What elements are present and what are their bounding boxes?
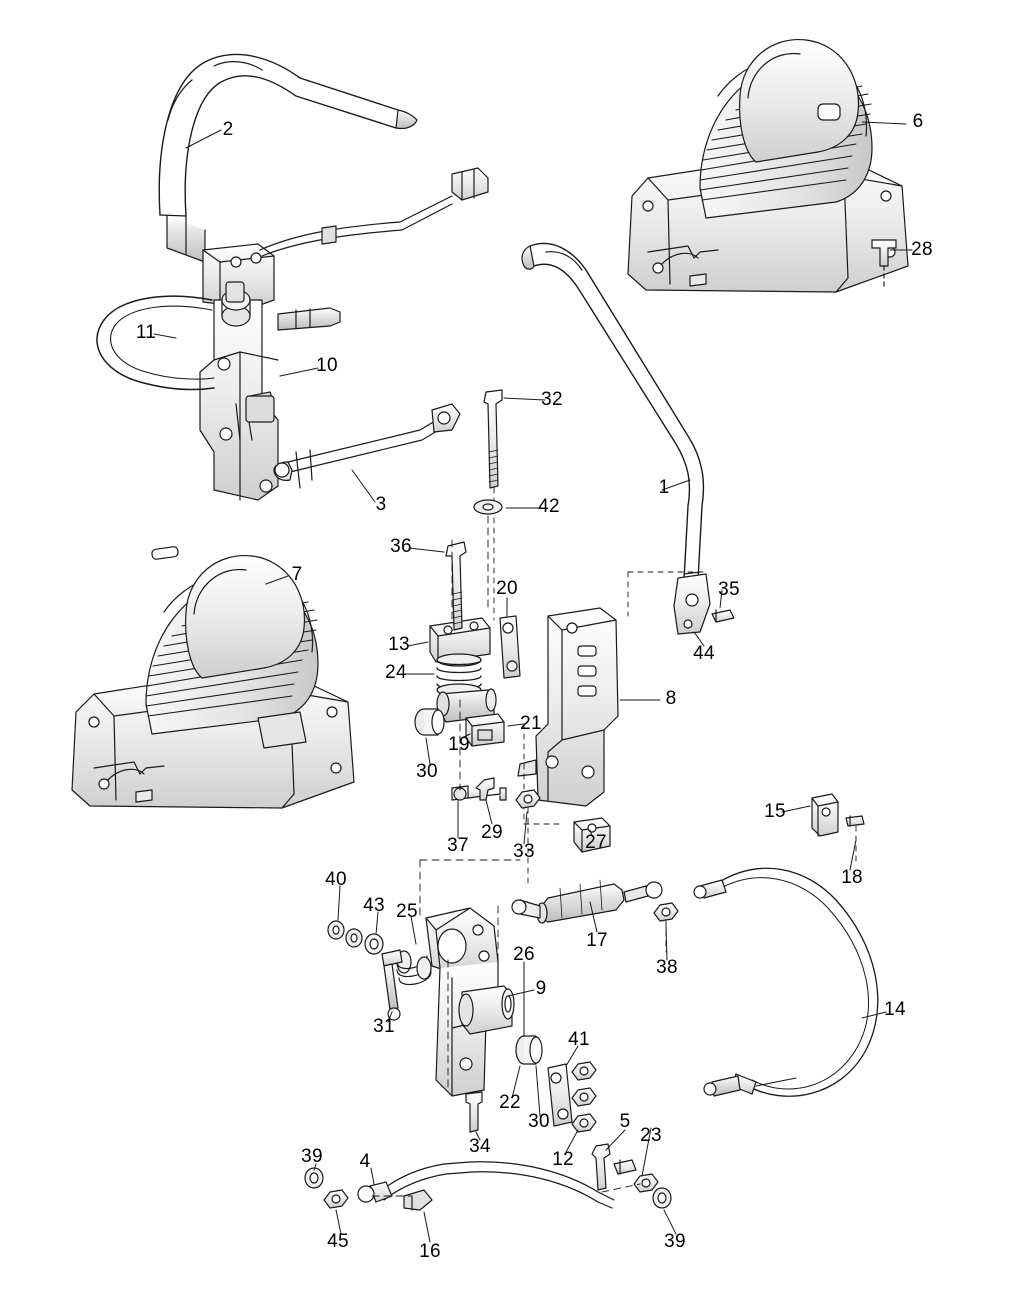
part-40-43-washers (328, 921, 383, 954)
part-3-rod (274, 404, 460, 488)
callout-33: 33 (513, 841, 535, 862)
callout-5: 5 (619, 1111, 631, 1132)
callout-28: 28 (911, 239, 933, 260)
callout-8: 8 (665, 688, 677, 709)
part-7-boot-assembly (72, 546, 354, 808)
callout-36: 36 (390, 536, 412, 557)
callout-32: 32 (541, 389, 563, 410)
part-12-nuts (572, 1062, 596, 1132)
callout-44: 44 (693, 643, 715, 664)
callout-17: 17 (586, 930, 608, 951)
callout-19: 19 (448, 734, 470, 755)
callout-34: 34 (469, 1136, 491, 1157)
part-2-handle (159, 54, 417, 262)
part-42-washer (474, 500, 502, 514)
callout-25: 25 (396, 901, 418, 922)
callout-30-a: 30 (416, 761, 438, 782)
part-17-cylinder (512, 880, 662, 923)
callout-42: 42 (538, 496, 560, 517)
callout-41: 41 (568, 1029, 590, 1050)
callout-27: 27 (585, 832, 607, 853)
part-2-cable (260, 168, 488, 256)
callout-11: 11 (135, 322, 157, 343)
callout-10: 10 (316, 355, 338, 376)
callout-4: 4 (359, 1151, 371, 1172)
callout-31: 31 (373, 1016, 395, 1037)
part-14-cable (694, 868, 878, 1096)
callout-40: 40 (325, 869, 347, 890)
callout-12: 12 (552, 1149, 574, 1170)
callout-16: 16 (419, 1241, 441, 1262)
part-9-lower-bracket (426, 908, 514, 1096)
callout-24: 24 (385, 662, 407, 683)
callout-30-b: 30 (528, 1111, 550, 1132)
callout-1: 1 (658, 477, 670, 498)
callout-22: 22 (499, 1092, 521, 1113)
callout-37: 37 (447, 835, 469, 856)
part-45-39-fasteners (305, 1168, 348, 1208)
part-6-boot-assembly (628, 40, 908, 292)
callout-23: 23 (640, 1125, 662, 1146)
callout-45: 45 (327, 1231, 349, 1252)
part-25-spring (382, 950, 431, 1020)
callout-43: 43 (363, 895, 385, 916)
callout-6: 6 (912, 111, 924, 132)
callout-7: 7 (291, 564, 303, 585)
part-19-21-fittings (466, 714, 504, 746)
callout-21: 21 (520, 713, 542, 734)
callout-13: 13 (388, 634, 410, 655)
part-22-bushing (516, 1036, 542, 1064)
callout-39-b: 39 (664, 1231, 686, 1252)
callout-15: 15 (764, 801, 786, 822)
callout-29: 29 (481, 822, 503, 843)
part-30-bushing-a (415, 709, 444, 735)
part-4-linkage (358, 1162, 472, 1210)
callout-3: 3 (375, 494, 387, 515)
part-13-24-spring-block (430, 618, 496, 722)
part-34-bolt (466, 1092, 482, 1132)
callout-9: 9 (535, 978, 547, 999)
callout-20: 20 (496, 578, 518, 599)
callout-18: 18 (841, 867, 863, 888)
callout-2: 2 (222, 119, 234, 140)
part-20-link (500, 616, 520, 678)
callout-39-a: 39 (301, 1146, 323, 1167)
callout-35: 35 (718, 579, 740, 600)
part-41-link (548, 1064, 572, 1126)
part-36-bolt (446, 542, 466, 630)
callout-26: 26 (513, 944, 535, 965)
part-15-bracket (812, 794, 864, 862)
callout-38: 38 (656, 957, 678, 978)
part-33-nut (516, 790, 540, 886)
callout-14: 14 (884, 999, 906, 1020)
